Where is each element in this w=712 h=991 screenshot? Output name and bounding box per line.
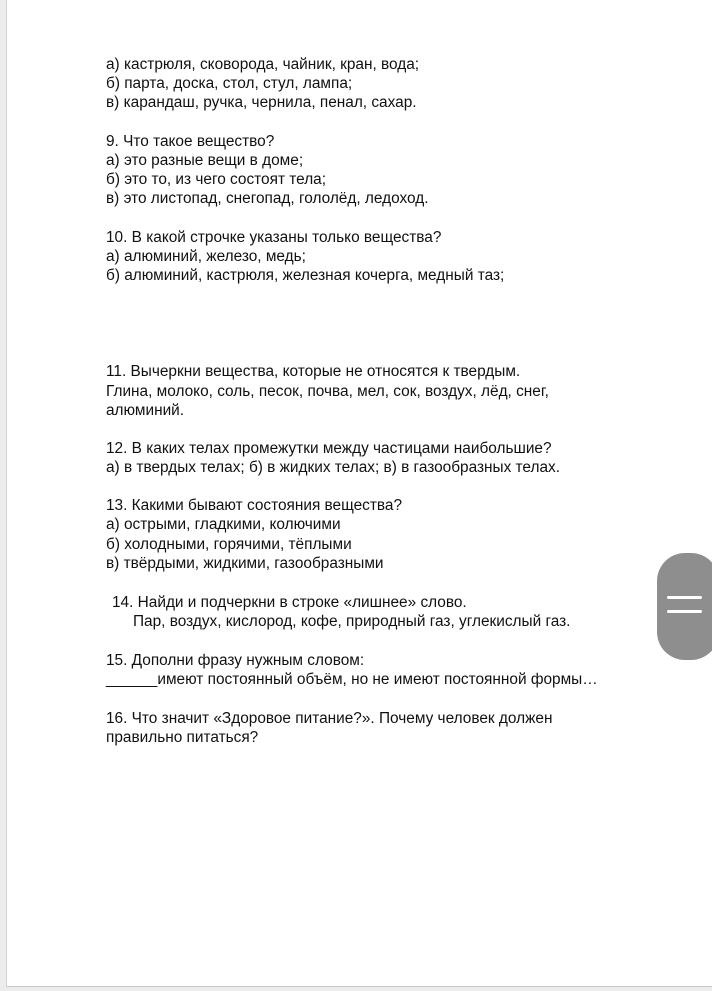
question-13-option-b: б) холодными, горячими, тёплыми [106,536,352,553]
question-8-option-b: б) парта, доска, стол, стул, лампа; [106,75,353,92]
question-14-title: 14. Найди и подчеркни в строке «лишнее» слово. [112,594,467,611]
question-11-text: Глина, молоко, соль, песок, почва, мел, сок, воздух, лёд, снег, [106,383,549,400]
question-12-options: а) в твердых телах; б) в жидких телах; в) в газообразных телах. [106,459,560,476]
question-9-option-b: б) это то, из чего состоят тела; [106,171,327,188]
question-8-option-a: а) кастрюля, сковорода, чайник, кран, вода; [106,56,420,73]
question-13-title: 13. Какими бывают состояния вещества? [106,497,403,514]
question-9-option-c: в) это листопад, снегопад, гололёд, ледоход. [106,190,429,207]
question-16-title: 16. Что значит «Здоровое питание?». Почему человек должен [106,710,553,727]
question-14-text: Пар, воздух, кислород, кофе, природный газ, углекислый газ. [133,613,571,630]
drag-handle-icon [667,596,702,599]
question-10-title: 10. В какой строчке указаны только вещества? [106,229,442,246]
question-15-text: ______имеют постоянный объём, но не имеют постоянной формы… [106,671,598,688]
question-10-option-b: б) алюминий, кастрюля, железная кочерга, медный таз; [106,267,505,284]
question-15-title: 15. Дополни фразу нужным словом: [106,652,365,669]
question-9-option-a: а) это разные вещи в доме; [106,152,304,169]
drag-handle-icon-line [667,610,702,613]
question-16-text-cont: правильно питаться? [106,729,259,746]
question-9-title: 9. Что такое вещество? [106,133,275,150]
question-13-option-c: в) твёрдыми, жидкими, газообразными [106,555,384,572]
question-13-option-a: а) острыми, гладкими, колючими [106,516,341,533]
question-11-text-cont: алюминий. [106,402,185,419]
question-11-title: 11. Вычеркни вещества, которые не относятся к твердым. [106,363,521,380]
question-12-title: 12. В каких телах промежутки между частицами наибольшие? [106,440,552,457]
question-10-option-a: а) алюминий, железо, медь; [106,248,306,265]
question-8-option-c: в) карандаш, ручка, чернила, пенал, сахар. [106,94,417,111]
side-drawer-handle[interactable] [657,553,712,660]
